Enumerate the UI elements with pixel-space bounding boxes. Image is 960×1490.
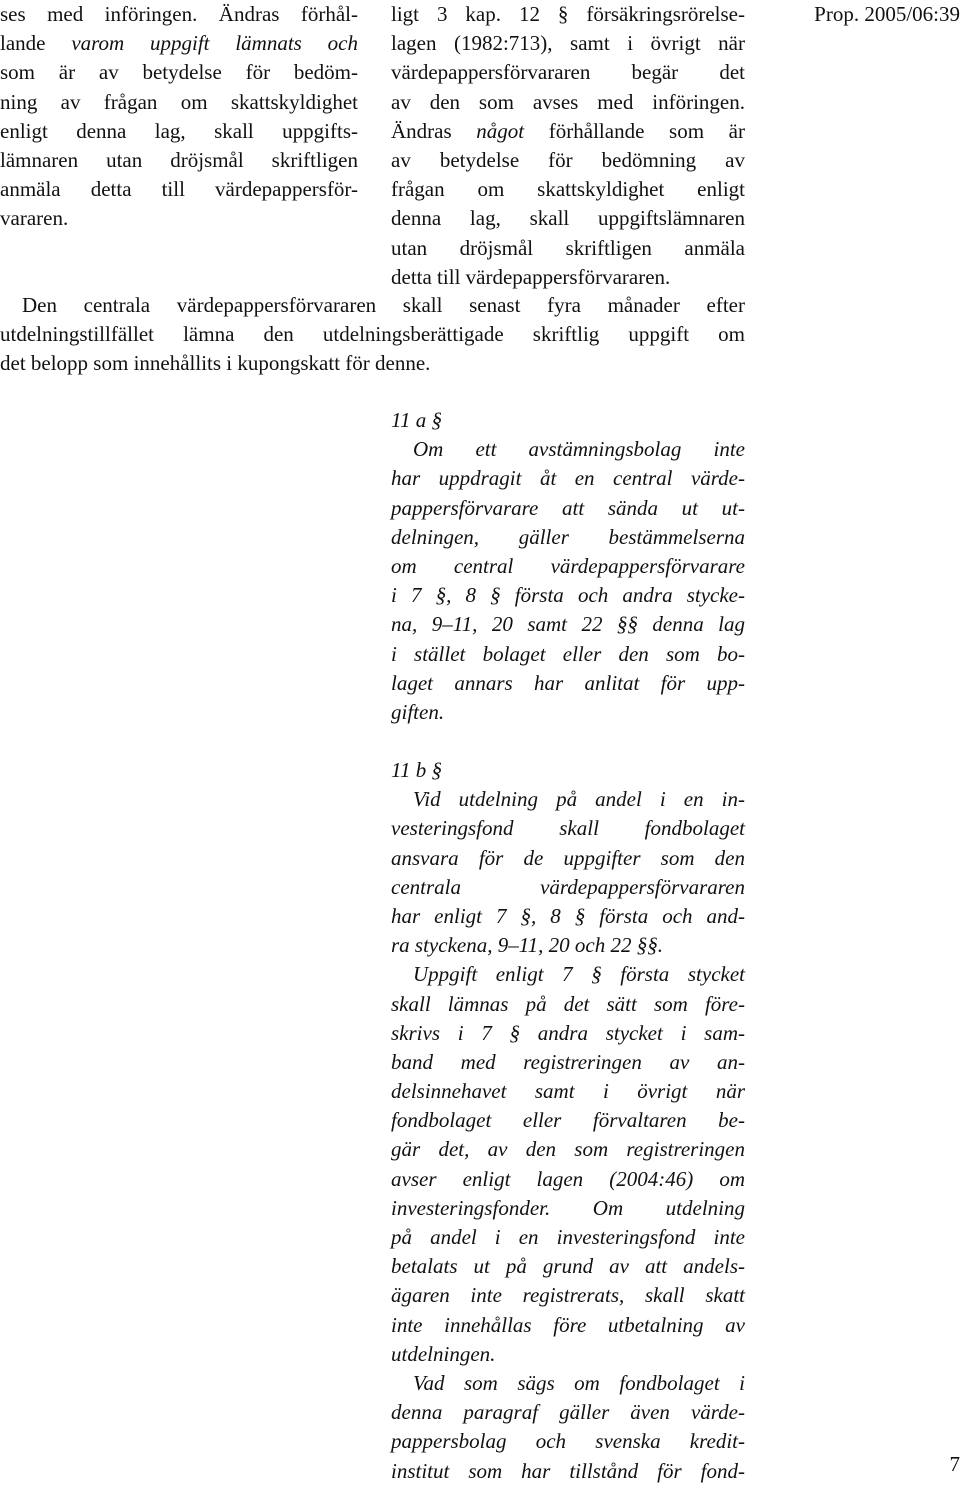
text-line: delningen, gäller bestämmelserna: [391, 524, 745, 549]
text-line: i 7 §, 8 § första och andra stycke-: [391, 583, 745, 608]
text-line: Vad som sägs om fondbolaget i: [413, 1370, 745, 1395]
text-line: band med registreringen av an-: [391, 1049, 745, 1074]
text-line: ra styckena, 9–11, 20 och 22 §§.: [391, 933, 663, 958]
text-line: laget annars har anlitat för upp-: [391, 670, 745, 695]
text-line: giften.: [391, 699, 445, 724]
text-line: av den som avses med införingen.: [391, 89, 745, 114]
text-line: lande varom uppgift lämnats och: [0, 31, 358, 56]
text-line: har enligt 7 §, 8 § första och and-: [391, 903, 745, 928]
text-line: Om ett avstämningsbolag inte: [413, 437, 745, 462]
text-line: har uppdragit åt en central värde-: [391, 466, 745, 491]
text-line: denna paragraf gäller även värde-: [391, 1400, 745, 1425]
text-line: utdelningen.: [391, 1341, 496, 1366]
section-heading: 11 b §: [391, 758, 442, 782]
text-line: pappersbolag och svenska kredit-: [391, 1429, 745, 1454]
text-line: vararen.: [0, 206, 69, 231]
text-line: som är av betydelse för bedöm-: [0, 60, 358, 85]
text-line: Den centrala värdepappersförvararen skall senast fyra månader efter: [22, 293, 745, 317]
text-line: det belopp som innehållits i kupongskatt för denne.: [0, 351, 431, 376]
text-line: i stället bolaget eller den som bo-: [391, 641, 745, 666]
text-line: Vid utdelning på andel i en in-: [413, 787, 745, 812]
section-11b: [391, 756, 745, 1486]
text-line: na, 9–11, 20 samt 22 §§ denna lag: [391, 612, 745, 637]
text-line: institut som har tillstånd för fond-: [391, 1458, 745, 1483]
text-line: utdelningstillfället lämna den utdelningsberättigade skriftlig uppgift om: [0, 322, 745, 347]
text-line: denna lag, skall uppgiftslämnaren: [391, 206, 745, 231]
text-line: frågan om skattskyldighet enligt: [391, 177, 745, 202]
text-line: ansvara för de uppgifter som den: [391, 845, 745, 870]
text-line: detta till värdepappersförvararen.: [391, 264, 671, 289]
page-number: 7: [949, 1452, 960, 1476]
text-line: fondbolaget eller förvaltaren be-: [391, 1108, 745, 1133]
text-line: Ändras något förhållande som är: [391, 118, 745, 143]
text-line: pappersförvarare att sända ut ut-: [391, 495, 745, 520]
section-heading: 11 a §: [391, 408, 442, 432]
right-column-text: [391, 0, 745, 292]
text-line: avser enligt lagen (2004:46) om: [391, 1166, 745, 1191]
text-line: enligt denna lag, skall uppgifts-: [0, 118, 358, 143]
text-line: Uppgift enligt 7 § första stycket: [413, 962, 745, 987]
left-column-text: [0, 0, 358, 234]
text-line: anmäla detta till värdepappersför-: [0, 177, 358, 202]
text-line: betalats ut på grund av att andels-: [391, 1254, 745, 1279]
text-line: utan dröjsmål skriftligen anmäla: [391, 235, 745, 260]
section-11a: [391, 406, 745, 727]
text-line: ligt 3 kap. 12 § försäkringsrörelse-: [391, 2, 745, 26]
full-width-paragraph: [0, 291, 745, 379]
text-line: investeringsfonder. Om utdelning: [391, 1195, 745, 1220]
text-line: inte innehållas före utbetalning av: [391, 1312, 745, 1337]
text-line: lagen (1982:713), samt i övrigt när: [391, 31, 745, 56]
text-line: på andel i en investeringsfond inte: [391, 1225, 745, 1249]
text-line: delsinnehavet samt i övrigt när: [391, 1079, 745, 1104]
document-reference: Prop. 2005/06:39: [814, 2, 960, 26]
text-line: ägaren inte registrerats, skall skatt: [391, 1283, 745, 1308]
text-line: ses med införingen. Ändras förhål-: [0, 2, 358, 26]
text-line: värdepappersförvararen begär det: [391, 60, 745, 85]
text-line: gär det, av den som registreringen: [391, 1137, 745, 1162]
text-line: av betydelse för bedömning av: [391, 147, 745, 172]
text-line: lämnaren utan dröjsmål skriftligen: [0, 147, 358, 172]
text-line: skall lämnas på det sätt som före-: [391, 991, 745, 1016]
text-line: ning av frågan om skattskyldighet: [0, 89, 358, 114]
text-line: om central värdepappersförvarare: [391, 553, 745, 578]
text-line: vesteringsfond skall fondbolaget: [391, 816, 745, 841]
text-line: skrivs i 7 § andra stycket i sam-: [391, 1020, 745, 1045]
text-line: centrala värdepappersförvararen: [391, 874, 745, 899]
